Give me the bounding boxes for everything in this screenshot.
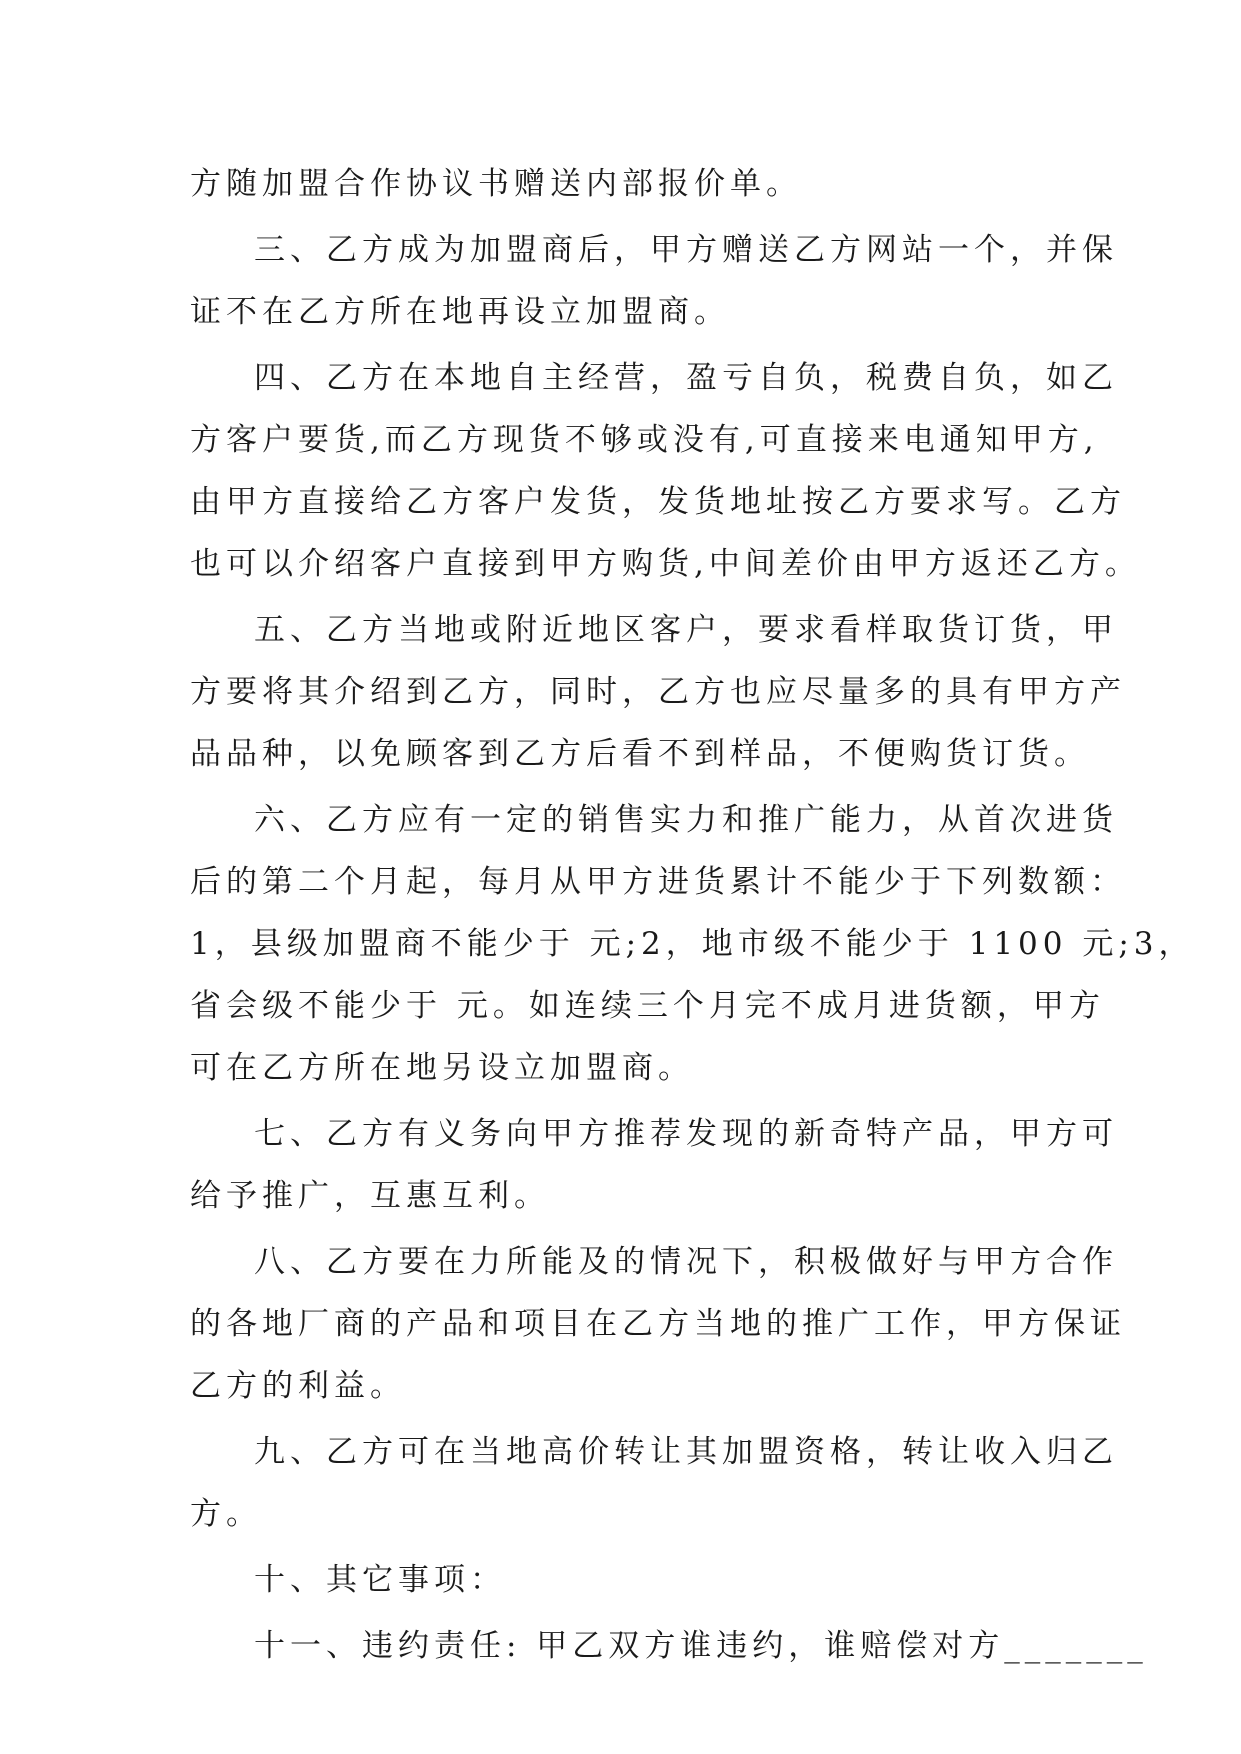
paragraph-clause-5: [190, 599, 1126, 785]
text-line: 乙方的利益。: [190, 1368, 406, 1404]
text-line: 四、乙方在本地自主经营，盈亏自负，税费自负，如乙: [254, 360, 1118, 396]
text-line: 省会级不能少于 元。如连续三个月完不成月进货额，甲方: [190, 988, 1105, 1024]
paragraph-clause-7: [190, 1103, 1118, 1227]
text-line: 方。: [190, 1496, 262, 1532]
text-line: 九、乙方可在当地高价转让其加盟资格，转让收入归乙: [254, 1434, 1118, 1470]
paragraph-clause-3: [190, 219, 1118, 343]
text-line: 十、其它事项：: [254, 1562, 506, 1598]
text-line: 三、乙方成为加盟商后，甲方赠送乙方网站一个，并保: [254, 232, 1118, 268]
text-line: 方客户要货,而乙方现货不够或没有,可直接来电通知甲方,: [190, 422, 1099, 458]
paragraph-clause-8: [190, 1231, 1126, 1417]
paragraph-intro-tail: [190, 153, 1050, 215]
text-line: 的各地厂商的产品和项目在乙方当地的推广工作，甲方保证: [190, 1306, 1126, 1342]
document-body: [190, 153, 1195, 1677]
text-line: 可在乙方所在地另设立加盟商。: [190, 1050, 694, 1086]
paragraph-clause-9: [190, 1421, 1118, 1545]
text-line: 品品种，以免顾客到乙方后看不到样品，不便购货订货。: [190, 736, 1090, 772]
text-line: 也可以介绍客户直接到甲方购货,中间差价由甲方返还乙方。: [190, 546, 1141, 582]
text-line: 后的第二个月起，每月从甲方进货累计不能少于下列数额：: [190, 864, 1126, 900]
text-line: 证不在乙方所在地再设立加盟商。: [190, 294, 730, 330]
paragraph-clause-6: [190, 789, 1195, 1099]
text-line: 方随加盟合作协议书赠送内部报价单。: [190, 166, 802, 202]
text-line: 1，县级加盟商不能少于 元;2，地市级不能少于 1100 元;3，: [190, 926, 1195, 962]
text-line: 方要将其介绍到乙方，同时，乙方也应尽量多的具有甲方产: [190, 674, 1126, 710]
text-line: 七、乙方有义务向甲方推荐发现的新奇特产品，甲方可: [254, 1116, 1118, 1152]
text-line: 五、乙方当地或附近地区客户，要求看样取货订货，甲: [254, 612, 1118, 648]
paragraph-clause-4: [190, 347, 1141, 595]
paragraph-clause-11: [190, 1615, 1148, 1677]
text-line: 八、乙方要在力所能及的情况下，积极做好与甲方合作: [254, 1244, 1118, 1280]
text-line: 由甲方直接给乙方客户发货，发货地址按乙方要求写。乙方: [190, 484, 1126, 520]
paragraph-clause-10: [190, 1549, 1050, 1611]
text-line: 十一、违约责任: 甲乙双方谁违约，谁赔偿对方_______: [254, 1628, 1148, 1664]
text-line: 六、乙方应有一定的销售实力和推广能力，从首次进货: [254, 802, 1118, 838]
text-line: 给予推广，互惠互利。: [190, 1178, 550, 1214]
